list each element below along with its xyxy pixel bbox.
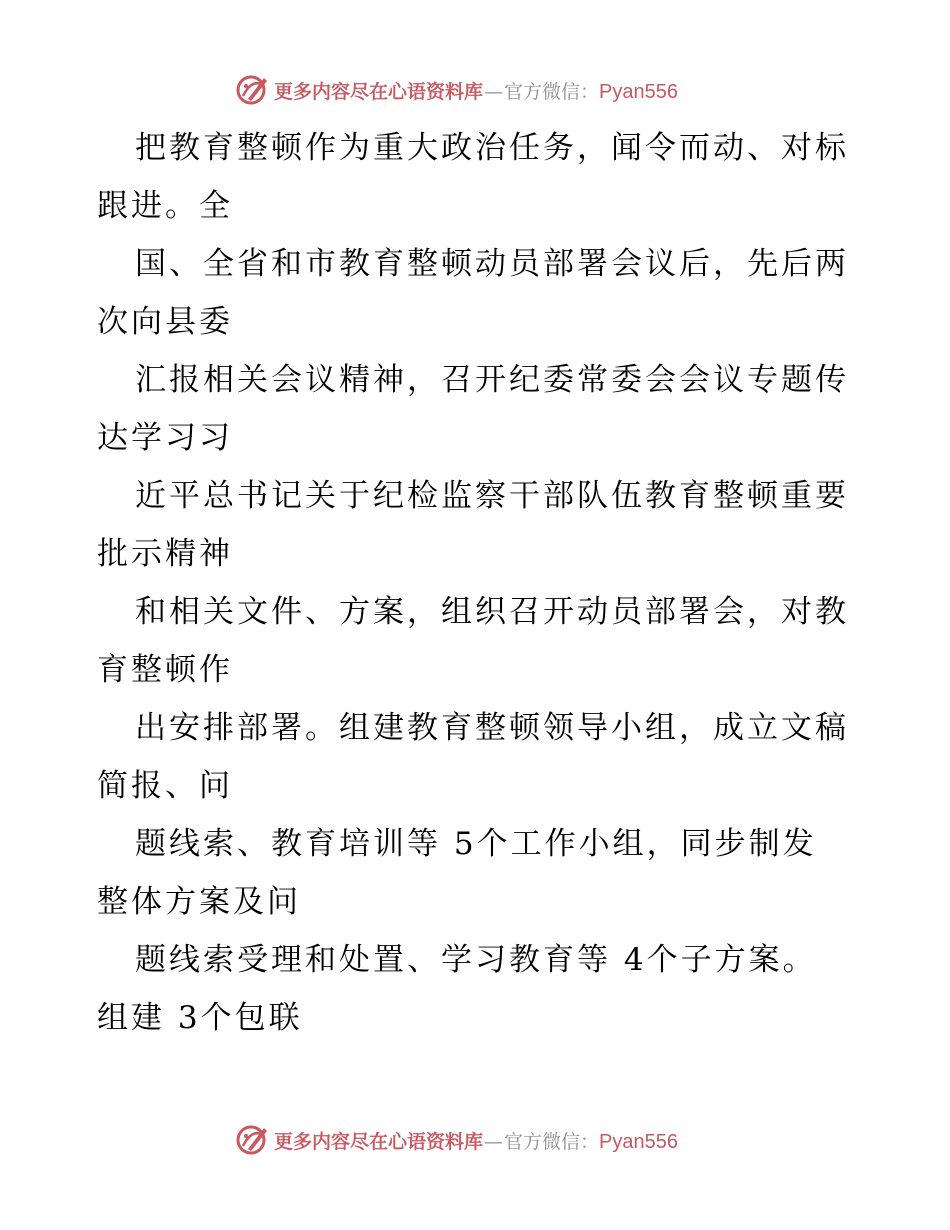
text-line: 次向县委 [97, 304, 233, 340]
watermark-dash: — [484, 80, 504, 103]
text-line: 出安排部署。组建教育整顿领导小组，成立文稿 [135, 710, 849, 746]
text-line: 题线索受理和处置、学习教育等 4个子方案。 [135, 942, 817, 978]
text-line: 育整顿作 [97, 652, 233, 688]
text-line: 跟进。全 [97, 188, 233, 224]
text-line: 组建 3个包联 [97, 1000, 303, 1036]
watermark-id: Pyan556 [599, 1130, 678, 1153]
watermark-label: 官方微信： [504, 80, 600, 103]
watermark-main-text: 更多内容尽在心语资料库 [274, 80, 484, 103]
watermark-header [234, 72, 678, 108]
watermark-footer [234, 1122, 678, 1158]
text-line: 和相关文件、方案，组织召开动员部署会，对教 [135, 594, 849, 630]
text-line: 汇报相关会议精神，召开纪委常委会会议专题传 [135, 362, 849, 398]
brand-logo-icon [234, 1122, 270, 1158]
text-line: 简报、问 [97, 768, 233, 804]
brand-logo-icon [234, 72, 270, 108]
text-line: 达学习习 [97, 420, 233, 456]
text-line: 国、全省和市教育整顿动员部署会议后，先后两 [135, 246, 849, 282]
watermark-dash: — [484, 1130, 504, 1153]
document-body [97, 119, 857, 1047]
text-line: 整体方案及问 [97, 884, 301, 920]
watermark-id: Pyan556 [599, 80, 678, 103]
watermark-main-text: 更多内容尽在心语资料库 [274, 1130, 484, 1153]
text-line: 题线索、教育培训等 5个工作小组，同步制发 [135, 826, 817, 862]
text-line: 近平总书记关于纪检监察干部队伍教育整顿重要 [135, 478, 849, 514]
text-line: 批示精神 [97, 536, 233, 572]
text-line: 把教育整顿作为重大政治任务，闻令而动、对标 [135, 130, 849, 166]
watermark-label: 官方微信： [504, 1130, 600, 1153]
